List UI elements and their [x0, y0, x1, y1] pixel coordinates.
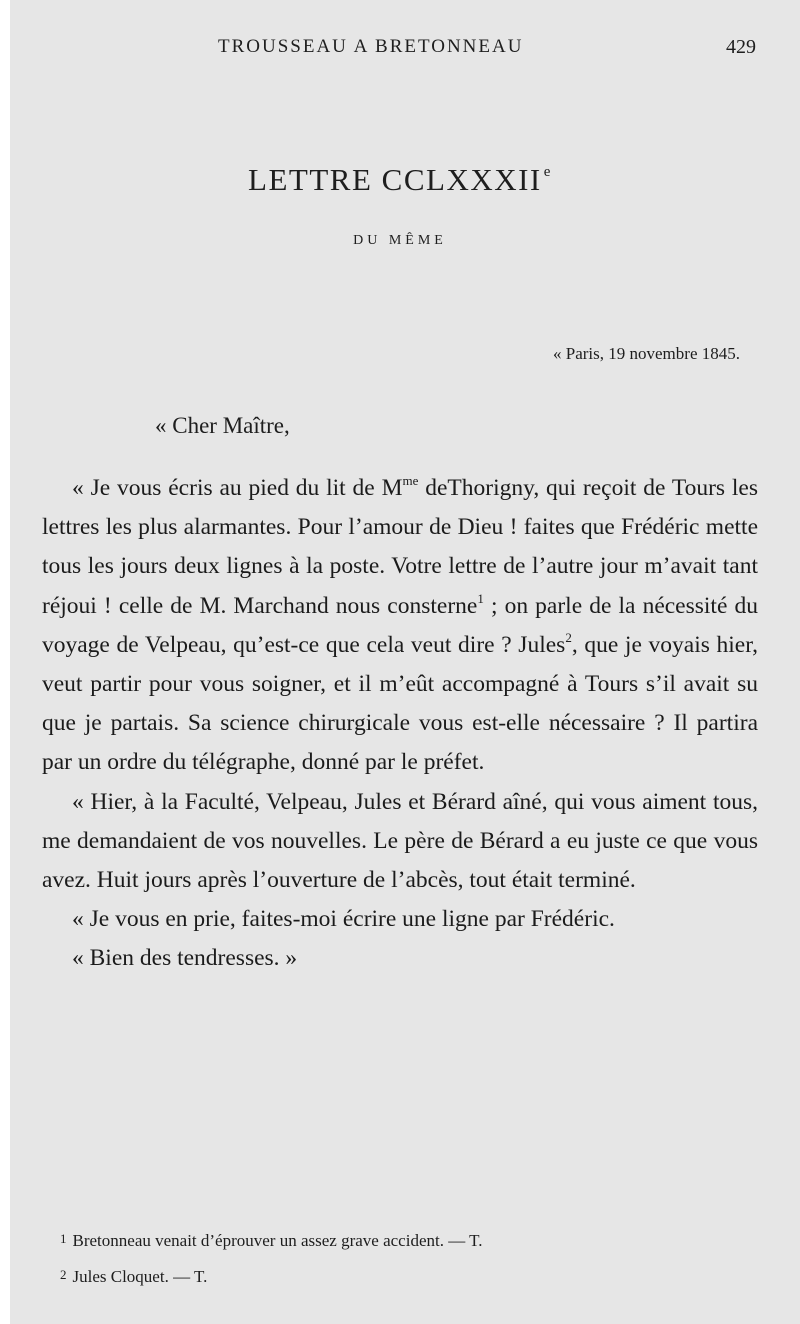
page-left-margin [0, 0, 10, 1324]
letter-dateline: « Paris, 19 novembre 1845. [553, 344, 740, 363]
paragraph-1-part-c: ; on parle de la nécessité du voyage de Velpeau, qu’est-ce que cela veut dire ? Jules [42, 592, 758, 658]
paragraph-2: « Hier, à la Faculté, Velpeau, Jules et Bérard aîné, qui vous aiment tous, me demandaient de vos nouvelles. Le père de Bérard a eu juste ce que vous avez. Huit jours après l’ouverture de l’abcès, tout était terminé. [42, 788, 758, 894]
footnote-ref-1: 1 [477, 590, 484, 606]
footnote-1 [60, 1222, 760, 1258]
paragraph-4: « Bien des tendresses. » [72, 945, 298, 972]
paragraph-1 [42, 469, 758, 783]
running-title: TROUSSEAU A BRETONNEAU [218, 36, 524, 57]
footnote-2-number: 2 [60, 1267, 67, 1282]
page-number: 429 [726, 36, 756, 58]
running-header [0, 36, 800, 66]
madame-superscript: me [402, 473, 419, 488]
letter-body [42, 469, 758, 979]
footnote-1-number: 1 [60, 1231, 67, 1246]
paragraph-3: « Je vous en prie, faites-moi écrire une ligne par Frédéric. [72, 906, 615, 933]
letter-title [0, 162, 800, 198]
paragraph-1-part-b: deThorigny, qui reçoit de Tours les lettres les plus alarmantes. Pour l’amour de Dieu ! faites que Frédéric mette tous les jours deux lignes à la poste. Votre lettre de l’autre jour m’avait tant réjoui ! celle de M. Marchand nous consterne [42, 475, 758, 619]
letter-salutation: « Cher Maître, [155, 413, 290, 438]
letter-author: DU MÊME [353, 233, 447, 248]
footnotes [60, 1222, 760, 1294]
paragraph-1-part-a: « Je vous écris au pied du lit de M [72, 475, 403, 501]
letter-title-text: LETTRE CCLXXXII [248, 162, 542, 197]
footnote-2-text: Jules Cloquet. — T. [72, 1267, 208, 1286]
footnote-1-text: Bretonneau venait d’éprouver un assez grave accident. — T. [72, 1231, 483, 1250]
paragraph-1-part-d: , que je voyais hier, veut partir pour vous soigner, et il m’eût accompagné à Tours s’il avait su que je partais. Sa science chirurgicale vous est-elle nécessaire ? Il partira par un ordre du télégraphe, donné par le préfet. [42, 631, 758, 776]
letter-title-superscript: e [543, 164, 552, 180]
footnote-ref-2: 2 [565, 629, 572, 645]
footnote-2 [60, 1258, 760, 1294]
